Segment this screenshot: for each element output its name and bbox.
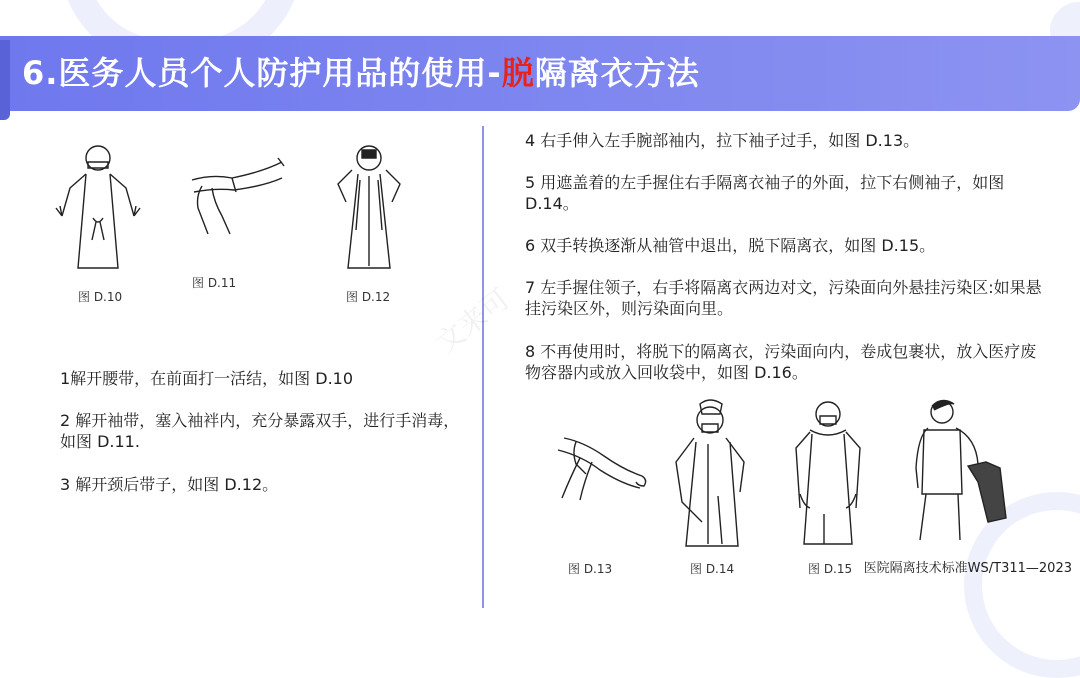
figure-d13-illustration xyxy=(544,428,654,508)
figure-d11-caption: 图 D.11 xyxy=(192,276,237,290)
figure-d12-caption: 图 D.12 xyxy=(346,290,391,304)
source-reference: 医院隔离技术标准WS/T311—2023 xyxy=(863,561,1072,576)
step-2: 2 解开袖带，塞入袖袢内，充分暴露双手，进行手消毒，如图 D.11. xyxy=(60,411,460,451)
page-title xyxy=(22,48,700,94)
step-8: 8 不再使用时，将脱下的隔离衣，污染面向内，卷成包裹状，放入医疗废物容器内或放入回收袋中，如图 D.16。 xyxy=(525,342,1037,382)
figure-d10-illustration xyxy=(48,138,148,273)
step-6: 6 双手转换逐渐从袖管中退出，脱下隔离衣，如图 D.15。 xyxy=(525,236,936,255)
figure-d15-illustration xyxy=(788,394,868,549)
figure-d11-illustration xyxy=(182,148,292,238)
step-1: 1解开腰带，在前面打一活结，如图 D.10 xyxy=(60,369,354,388)
figure-d10-caption: 图 D.10 xyxy=(78,290,123,304)
figure-d15-caption: 图 D.15 xyxy=(808,562,853,576)
figure-d12-illustration xyxy=(322,140,417,275)
step-7: 7 左手握住领子，右手将隔离衣两边对文，污染面向外悬挂污染区:如果悬挂污染区外，则污染面向里。 xyxy=(525,278,1042,318)
step-4: 4 右手伸入左手腕部袖内，拉下袖子过手，如图 D.13。 xyxy=(525,131,920,150)
figure-d13-caption: 图 D.13 xyxy=(568,562,613,576)
watermark: 文来可 xyxy=(429,282,517,361)
title-prefix: 6.医务人员个人防护用品的使用- xyxy=(22,54,502,92)
step-5: 5 用遮盖着的左手握住右手隔离衣袖子的外面，拉下右侧袖子，如图 D.14。 xyxy=(525,173,1005,213)
title-bar xyxy=(0,36,1080,111)
title-highlight: 脱 xyxy=(501,54,535,92)
column-divider xyxy=(482,126,484,608)
title-suffix: 隔离衣方法 xyxy=(534,54,700,92)
figure-d16-illustration xyxy=(902,394,1012,544)
step-3: 3 解开颈后带子，如图 D.12。 xyxy=(60,475,279,494)
figure-d14-caption: 图 D.14 xyxy=(690,562,735,576)
figure-d14-illustration xyxy=(668,396,758,551)
